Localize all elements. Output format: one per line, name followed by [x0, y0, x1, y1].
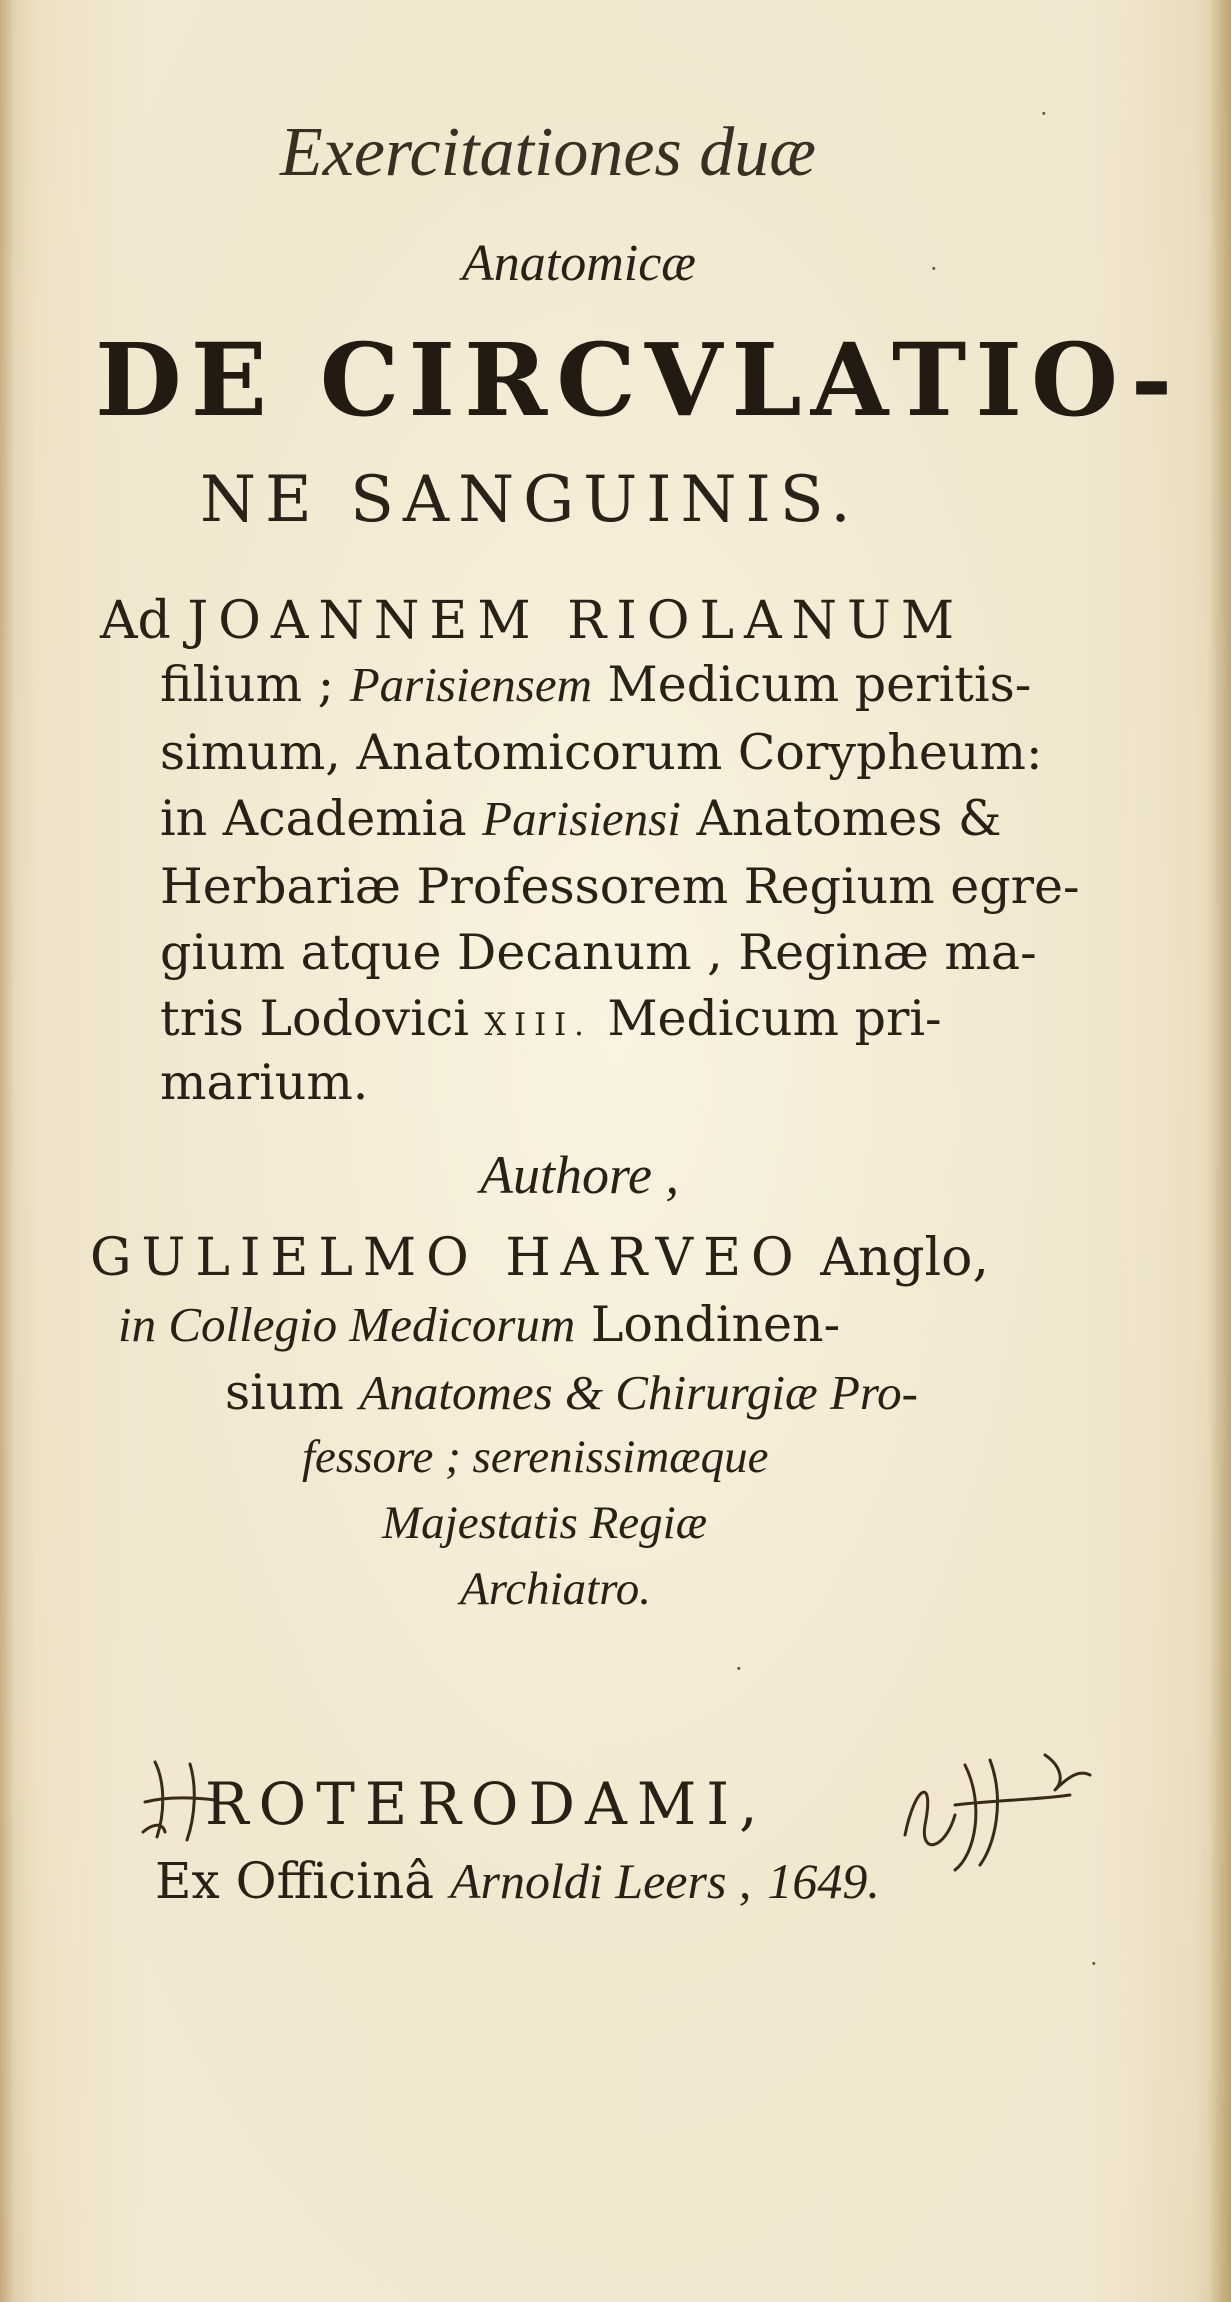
dedication-text: filium ;: [160, 656, 335, 713]
dedication-line: [160, 656, 1032, 713]
dedication-heading: [100, 591, 965, 651]
dedication-text: Anatomes &: [696, 790, 1002, 847]
author-nationality: Anglo,: [820, 1228, 989, 1288]
author-credential: Londinen-: [590, 1296, 841, 1353]
author-credential-line: [225, 1364, 918, 1421]
dedication-text-italic: Parisiensi: [482, 791, 681, 846]
author-credential-italic: Anatomes & Chirurgiæ Pro-: [359, 1365, 918, 1420]
dedication-line: simum, Anatomicorum Corypheum:: [160, 724, 1043, 781]
paper-speck: ·: [930, 255, 938, 283]
page-edge-right: [1209, 0, 1231, 2302]
paper-speck: ·: [735, 1655, 743, 1683]
imprint-printer-name: Arnoldi Leers ,: [450, 1853, 752, 1909]
dedication-line: Herbariæ Professorem Regium egre-: [160, 858, 1080, 915]
handwritten-flourish-icon: [895, 1745, 1095, 1875]
dedication-recipient: JOANNEM RIOLANUM: [187, 591, 965, 651]
paper-speck: ·: [1090, 1950, 1098, 1978]
author-credential-line: [118, 1296, 841, 1353]
author-credential-line: fessore ; serenissimæque: [302, 1431, 769, 1483]
dedication-text: in Academia: [160, 790, 467, 847]
imprint-prefix: Ex Officinâ: [155, 1852, 435, 1910]
page-edge-left: [0, 0, 14, 2302]
author-name-line: [90, 1228, 989, 1288]
dedication-text-italic: Parisiensem: [349, 657, 592, 712]
main-title-line-1: DE CIRCVLATIO-: [95, 321, 1182, 439]
dedication-line: [160, 990, 942, 1047]
dedication-line: [160, 790, 1002, 847]
dedication-line: marium.: [160, 1054, 369, 1111]
dedication-ad: Ad: [100, 591, 171, 651]
imprint-printer-line: [155, 1852, 880, 1910]
imprint-year: 1649.: [767, 1853, 880, 1909]
dedication-line: gium atque Decanum , Reginæ ma-: [160, 924, 1037, 981]
dedication-text: tris Lodovici: [160, 990, 469, 1047]
author-credential-line: Majestatis Regiæ: [382, 1497, 708, 1549]
author-credential-italic: in Collegio Medicorum: [118, 1297, 576, 1352]
dedication-text: Medicum pri-: [607, 990, 942, 1047]
title-line-2: Anatomicæ: [462, 235, 696, 292]
imprint-place-text: ROTERODAMI,: [205, 1770, 768, 1838]
paper-speck: ·: [1040, 100, 1048, 128]
dedication-text: Medicum peritis-: [607, 656, 1032, 713]
main-title-line-2: NE SANGUINIS.: [200, 463, 860, 537]
imprint-place: [205, 1770, 768, 1838]
regnal-number: XIII.: [484, 1008, 592, 1043]
author-credential: sium: [225, 1364, 344, 1421]
title-line-1: Exercitationes duæ: [280, 114, 816, 191]
author-credential-line: Archiatro.: [460, 1563, 652, 1615]
author-label: Authore ,: [480, 1145, 679, 1205]
author-name: GULIELMO HARVEO: [90, 1228, 804, 1288]
